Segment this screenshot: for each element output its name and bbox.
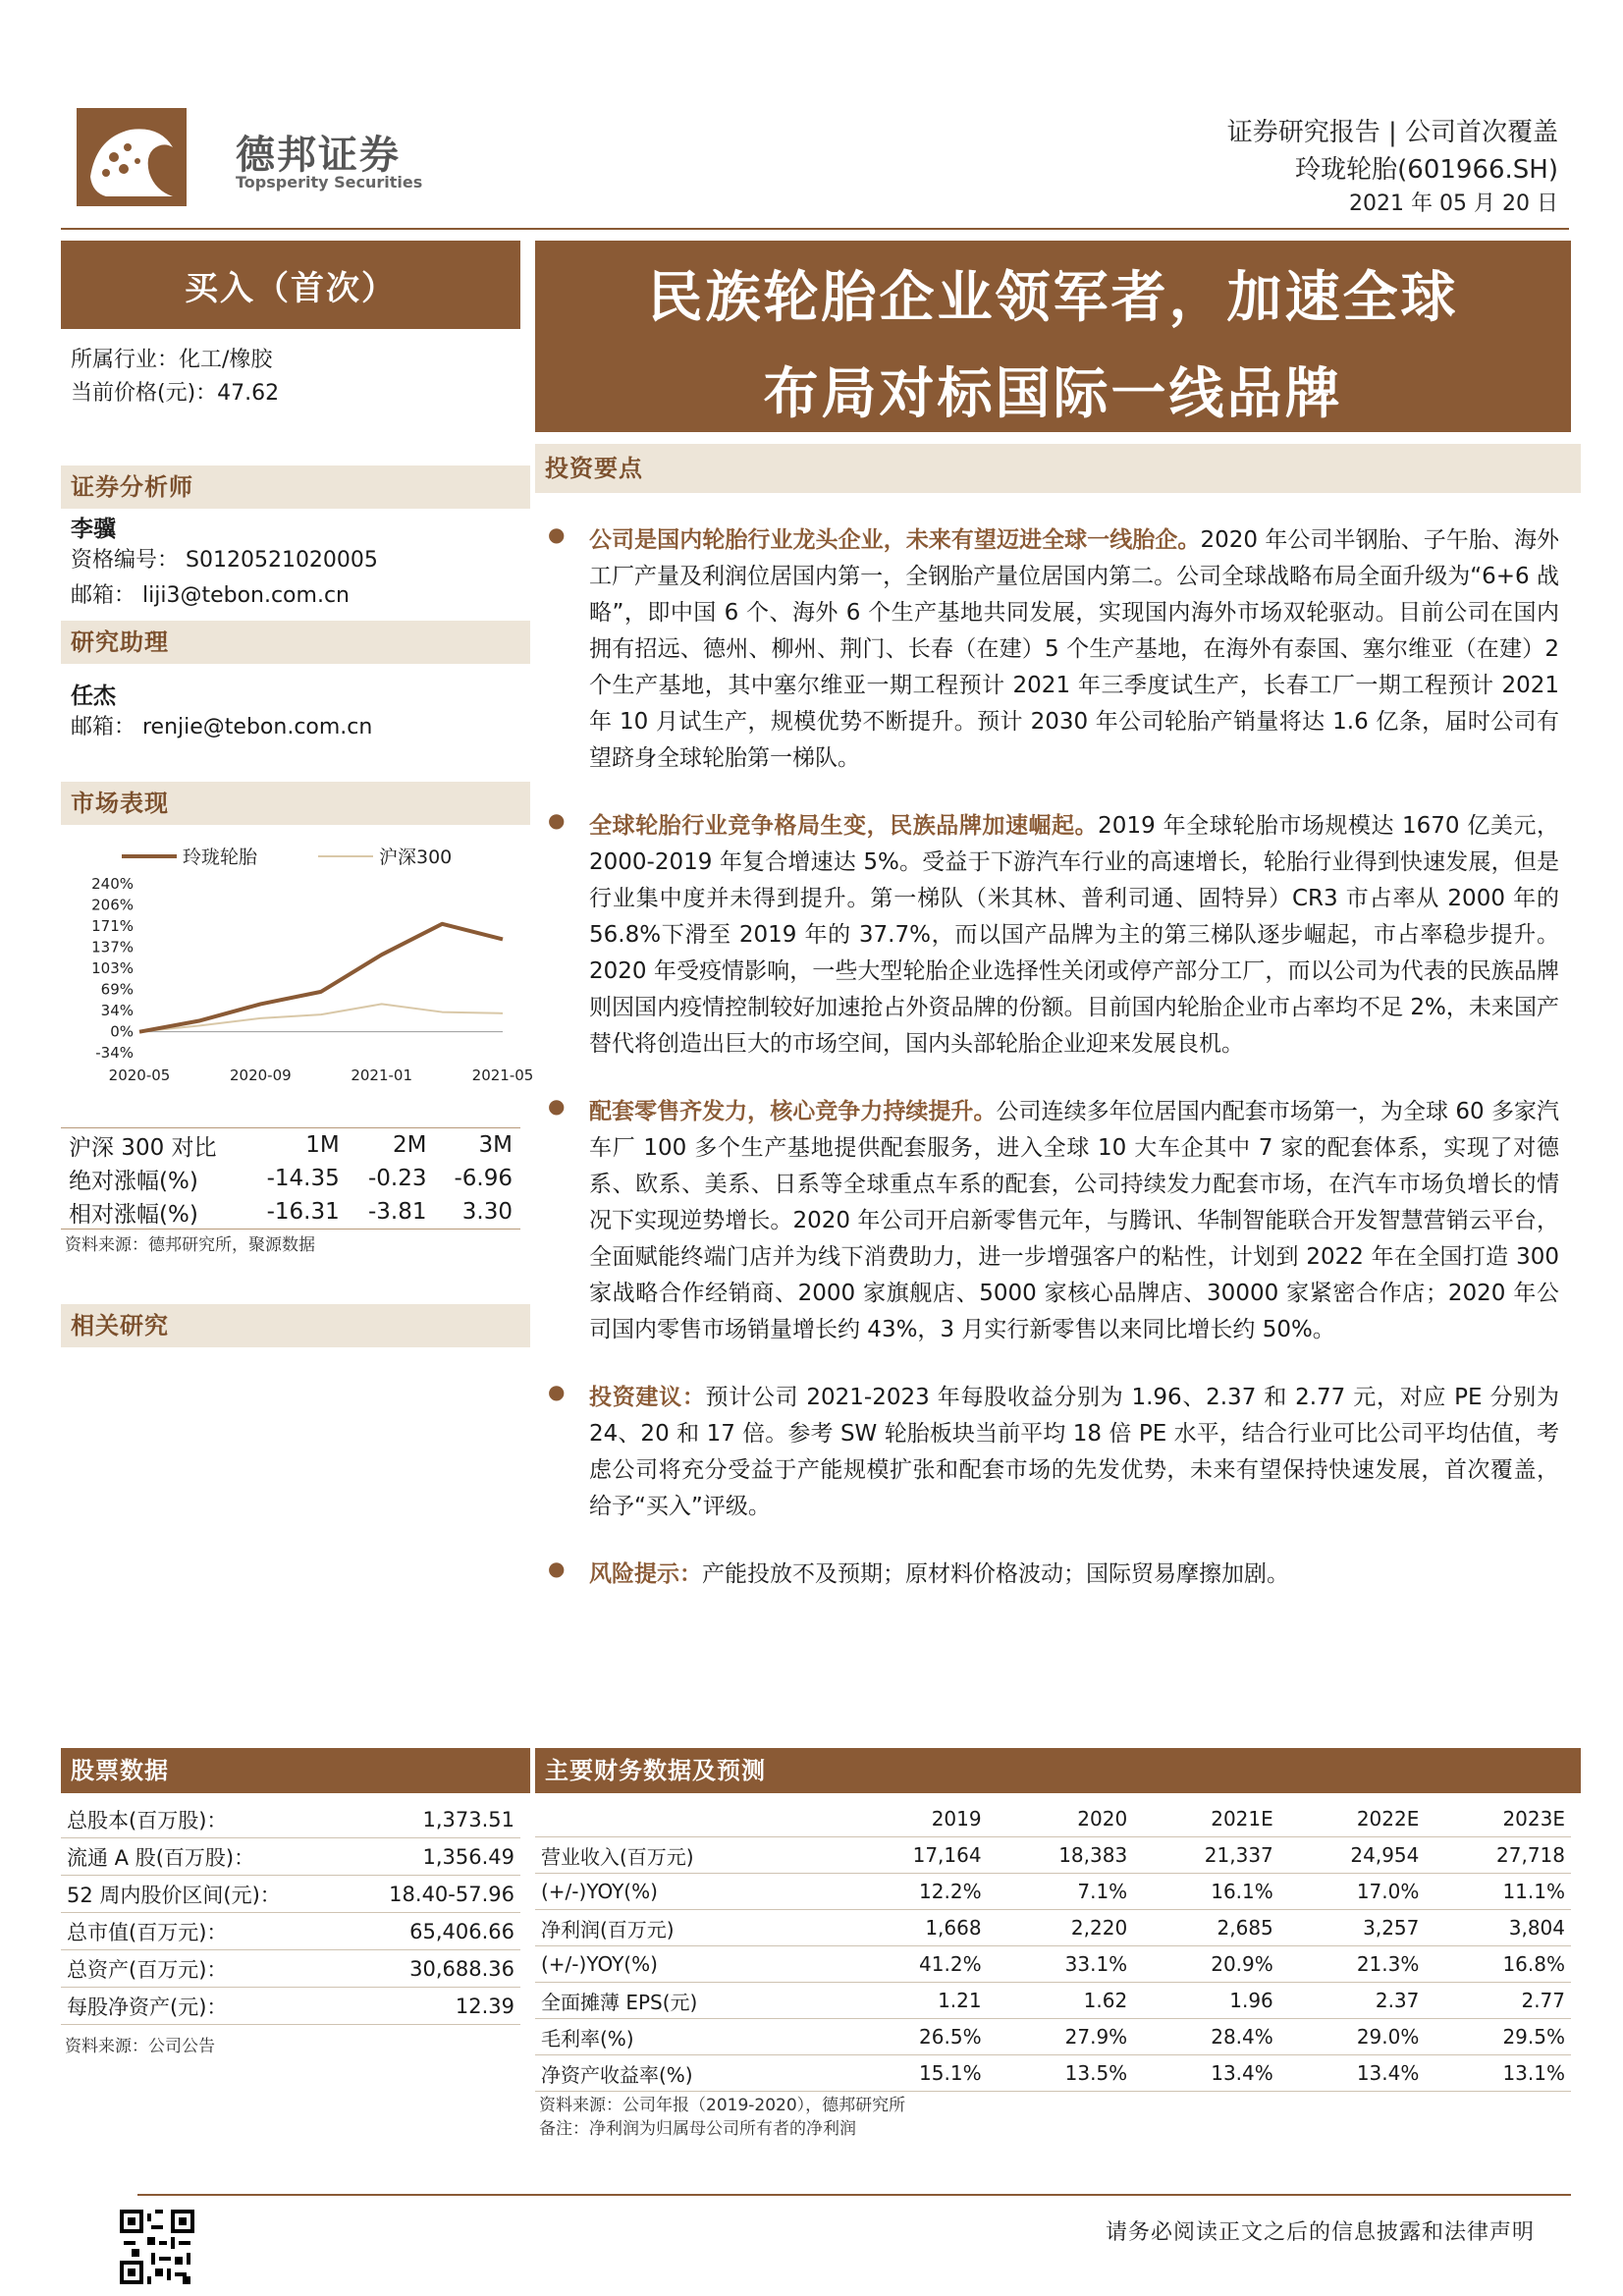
legend-label: 沪深300 [379, 847, 453, 868]
table-row: 营业收入(百万元) 17,164 18,383 21,337 24,954 27,718 [535, 1837, 1571, 1874]
bullet-dot-icon: ● [548, 522, 566, 546]
perf-value: -0.23 [367, 1166, 427, 1191]
legend-label: 玲珑轮胎 [183, 847, 258, 868]
rating-badge [61, 241, 520, 329]
analyst-section-title: 证券分析师 [61, 465, 530, 509]
perf-label: 绝对涨幅(%) [69, 1168, 198, 1194]
footer-divider [137, 2194, 1571, 2196]
x-tick-label: 2021-01 [351, 1066, 413, 1084]
table-row [61, 1801, 520, 1838]
perf-header-1m: 1M [305, 1132, 340, 1158]
highlights-title: 投资要点 [535, 444, 1581, 493]
y-tick-label: 103% [91, 959, 134, 977]
y-tick-label: 206% [91, 896, 134, 914]
y-tick-label: 0% [110, 1022, 134, 1041]
perf-header-2m: 2M [393, 1132, 427, 1158]
bullet-dot-icon: ● [548, 1094, 566, 1118]
table-row [61, 1950, 520, 1988]
assistant-name: 任杰 [71, 683, 116, 709]
y-tick-label: 240% [91, 875, 134, 893]
bullet-text: 投资建议：预计公司 2021-2023 年每股收益分别为 1.96、2.37 和 2.77 元，对应 PE 分别为 24、20 和 17 倍。参考 SW 轮胎板块当前平均 18 倍 PE 水平，结合行业可比公司平均估值，考虑公司将充分受益于产能规模扩张和配套市场的先发优势，未来有望保持快速发展，首次覆盖，给予“买入”评级。 [589, 1385, 1559, 1519]
fin-table [535, 1801, 1571, 2092]
perf-source: 资料来源：德邦研究所，聚源数据 [65, 1235, 315, 1255]
bullet-item [548, 808, 1559, 1063]
stock-source: 资料来源：公司公告 [65, 2037, 215, 2056]
y-tick-label: 69% [100, 980, 134, 999]
table-row: (+/-)YOY(%) 12.2% 7.1% 16.1% 17.0% 11.1% [535, 1874, 1571, 1910]
fin-header-cell [535, 1801, 841, 1837]
fin-note: 备注：净利润为归属母公司所有者的净利润 [539, 2119, 856, 2139]
analyst-cert: 资格编号： S0120521020005 [71, 548, 378, 573]
bullet-text: 风险提示：产能投放不及预期；原材料价格波动；国际贸易摩擦加剧。 [589, 1561, 1289, 1587]
table-row: 全面摊薄 EPS(元) 1.21 1.62 1.96 2.37 2.77 [535, 1983, 1571, 2019]
y-tick-label: 137% [91, 938, 134, 957]
series-line [139, 924, 503, 1032]
market-chart [61, 837, 534, 1094]
table-row: (+/-)YOY(%) 41.2% 33.1% 20.9% 21.3% 16.8% [535, 1946, 1571, 1983]
table-row [61, 1913, 520, 1950]
table-row: 净资产收益率(%) 15.1% 13.5% 13.4% 13.4% 13.1% [535, 2055, 1571, 2092]
perf-value: -6.96 [454, 1166, 513, 1191]
bullet-item [548, 1557, 1559, 1593]
stock-section-title: 股票数据 [61, 1748, 530, 1793]
fin-header-cell: 2023E [1425, 1801, 1571, 1837]
table-row: 毛利率(%) 26.5% 27.9% 28.4% 29.0% 29.5% [535, 2019, 1571, 2055]
bullet-text: 全球轮胎行业竞争格局生变，民族品牌加速崛起。2019 年全球轮胎市场规模达 1670 亿美元，2000-2019 年复合增速达 5%。受益于下游汽车行业的高速增长，轮胎行业得到快速发展，但是行业集中度并未得到提升。第一梯队（米其林、普利司通、固特异）CR3 市占率从 2000 年的 56.8%下滑至 2019 年的 37.7%，而以国产品牌为主的第三梯队逐步崛起，市占率稳步提升。2020 年受疫情影响，一些大型轮胎企业选择性关闭或停产部分工厂，而以公司为代表的民族品牌则因国内疫情控制较好加速抢占外资品牌的份额。目前国内轮胎企业市占率均不足 2%，未来国产替代将创造出巨大的市场空间，国内头部轮胎企业迎来发展良机。 [589, 813, 1560, 1057]
brand-name-cn: 德邦证券 [236, 133, 401, 178]
y-tick-label: 34% [100, 1002, 134, 1019]
bullet-item [548, 522, 1559, 777]
perf-value: 3.30 [461, 1199, 513, 1225]
bullet-dot-icon: ● [548, 808, 566, 832]
stock-value: 30,688.36 [347, 1950, 520, 1988]
perf-table [61, 1128, 520, 1229]
fin-header-row [535, 1801, 1571, 1837]
y-tick-label: 171% [91, 917, 134, 935]
stock-label: 52 周内股价区间(元)： [61, 1876, 347, 1913]
fin-header-cell: 2022E [1279, 1801, 1426, 1837]
bullet-dot-icon: ● [548, 1380, 566, 1403]
current-price: 当前价格(元)：47.62 [71, 381, 280, 406]
assistant-email[interactable]: 邮箱： renjie@tebon.com.cn [71, 715, 373, 739]
perf-header-label: 沪深 300 对比 [69, 1134, 217, 1161]
table-row: 净利润(百万元) 1,668 2,220 2,685 3,257 3,804 [535, 1910, 1571, 1946]
report-title [535, 241, 1571, 432]
title-line-1: 民族轮胎企业领军者，加速全球 [647, 266, 1459, 330]
table-row [61, 1876, 520, 1913]
stock-value: 12.39 [347, 1988, 520, 2025]
table-row [61, 1838, 520, 1876]
stock-value: 1,356.49 [347, 1838, 520, 1876]
stock-label: 流通 A 股(百万股)： [61, 1838, 347, 1876]
stock-label: 每股净资产(元)： [61, 1988, 347, 2025]
bullet-item [548, 1094, 1559, 1348]
perf-value: -14.35 [266, 1166, 340, 1191]
stock-value: 65,406.66 [347, 1913, 520, 1950]
bullet-text: 配套零售齐发力，核心竞争力持续提升。公司连续多年位居国内配套市场第一，为全球 60 多家汽车厂 100 多个生产基地提供配套服务，进入全球 10 大车企其中 7 家的配套体系，实现了对德系、欧系、美系、日系等全球重点车系的配套，公司持续发力配套市场，在汽车市场负增长的情况下实现逆势增长。2020 年公司开启新零售元年，与腾讯、华制智能联合开发智慧营销云平台，全面赋能终端门店并为线下消费助力，进一步增强客户的粘性，计划到 2022 年在全国打造 300 家战略合作经销商、2000 家旗舰店、5000 家核心品牌店、30000 家紧密合作店；2020 年公司国内零售市场销量增长约 43%，3 月实行新零售以来同比增长约 50%。 [589, 1099, 1560, 1342]
brand-logo [77, 108, 187, 206]
bullet-item [548, 1380, 1559, 1525]
fin-header-cell: 2021E [1133, 1801, 1279, 1837]
x-tick-label: 2021-05 [471, 1066, 534, 1084]
stock-label: 总市值(百万元)： [61, 1913, 347, 1950]
report-type: 证券研究报告 | 公司首次覆盖 [1226, 118, 1558, 147]
related-section-title: 相关研究 [61, 1304, 530, 1347]
perf-header-row [61, 1128, 520, 1162]
stock-value: 1,373.51 [347, 1801, 520, 1838]
stock-value: 18.40-57.96 [347, 1876, 520, 1913]
qr-code-icon [120, 2210, 194, 2284]
stock-label: 总股本(百万股)： [61, 1801, 347, 1838]
fin-header-cell: 2020 [988, 1801, 1134, 1837]
rating-text: 买入（首次） [185, 268, 397, 308]
perf-row-absolute [61, 1162, 520, 1195]
analyst-name: 李骥 [71, 517, 116, 542]
perf-value: -16.31 [266, 1199, 340, 1225]
x-tick-label: 2020-05 [108, 1066, 171, 1084]
title-line-2: 布局对标国际一线品牌 [763, 362, 1343, 426]
market-chart-svg [61, 837, 534, 1094]
perf-header-3m: 3M [478, 1132, 513, 1158]
perf-table-rule-bottom [61, 1229, 520, 1230]
brand-name-en: Topsperity Securities [236, 173, 423, 191]
perf-value: -3.81 [367, 1199, 427, 1225]
bullet-text: 公司是国内轮胎行业龙头企业，未来有望迈进全球一线胎企。2020 年公司半钢胎、子午胎、海外工厂产量及利润位居国内第一，全钢胎产量位居国内第二。公司全球战略布局全面升级为“6+6 战略”，即中国 6 个、海外 6 个生产基地共同发展，实现国内海外市场双轮驱动。目前公司在国内拥有招远、德州、柳州、荆门、长春（在建）5 个生产基地，在海外有泰国、塞尔维亚（在建）2 个生产基地，其中塞尔维亚一期工程预计 2021 年三季度试生产，长春工厂一期工程预计 2021 年 10 月试生产，规模优势不断提升。预计 2030 年公司轮胎产销量将达 1.6 亿条，届时公司有望跻身全球轮胎第一梯队。 [589, 527, 1559, 771]
fin-header-cell: 2019 [841, 1801, 988, 1837]
bullet-dot-icon: ● [548, 1557, 566, 1580]
fin-source: 资料来源：公司年报（2019-2020），德邦研究所 [539, 2096, 906, 2115]
series-line [139, 1004, 503, 1031]
y-tick-label: -34% [95, 1044, 134, 1062]
table-row [61, 1988, 520, 2025]
perf-label: 相对涨幅(%) [69, 1201, 198, 1228]
bullet-list [548, 522, 1559, 1593]
perf-row-relative [61, 1195, 520, 1229]
stock-label: 总资产(百万元)： [61, 1950, 347, 1988]
company-ticker: 玲珑轮胎(601966.SH) [1295, 155, 1558, 185]
stock-table [61, 1801, 520, 2025]
industry: 所属行业：化工/橡胶 [71, 348, 273, 372]
footer-disclaimer: 请务必阅读正文之后的信息披露和法律声明 [1105, 2220, 1535, 2245]
analyst-email[interactable]: 邮箱： liji3@tebon.com.cn [71, 583, 350, 608]
x-tick-label: 2020-09 [229, 1066, 292, 1084]
market-section-title: 市场表现 [61, 782, 530, 825]
assistant-section-title: 研究助理 [61, 621, 530, 664]
header-divider [61, 228, 1569, 230]
perf-table-container [61, 1127, 520, 1257]
fin-section-title: 主要财务数据及预测 [535, 1748, 1581, 1793]
report-date: 2021 年 05 月 20 日 [1349, 191, 1558, 216]
